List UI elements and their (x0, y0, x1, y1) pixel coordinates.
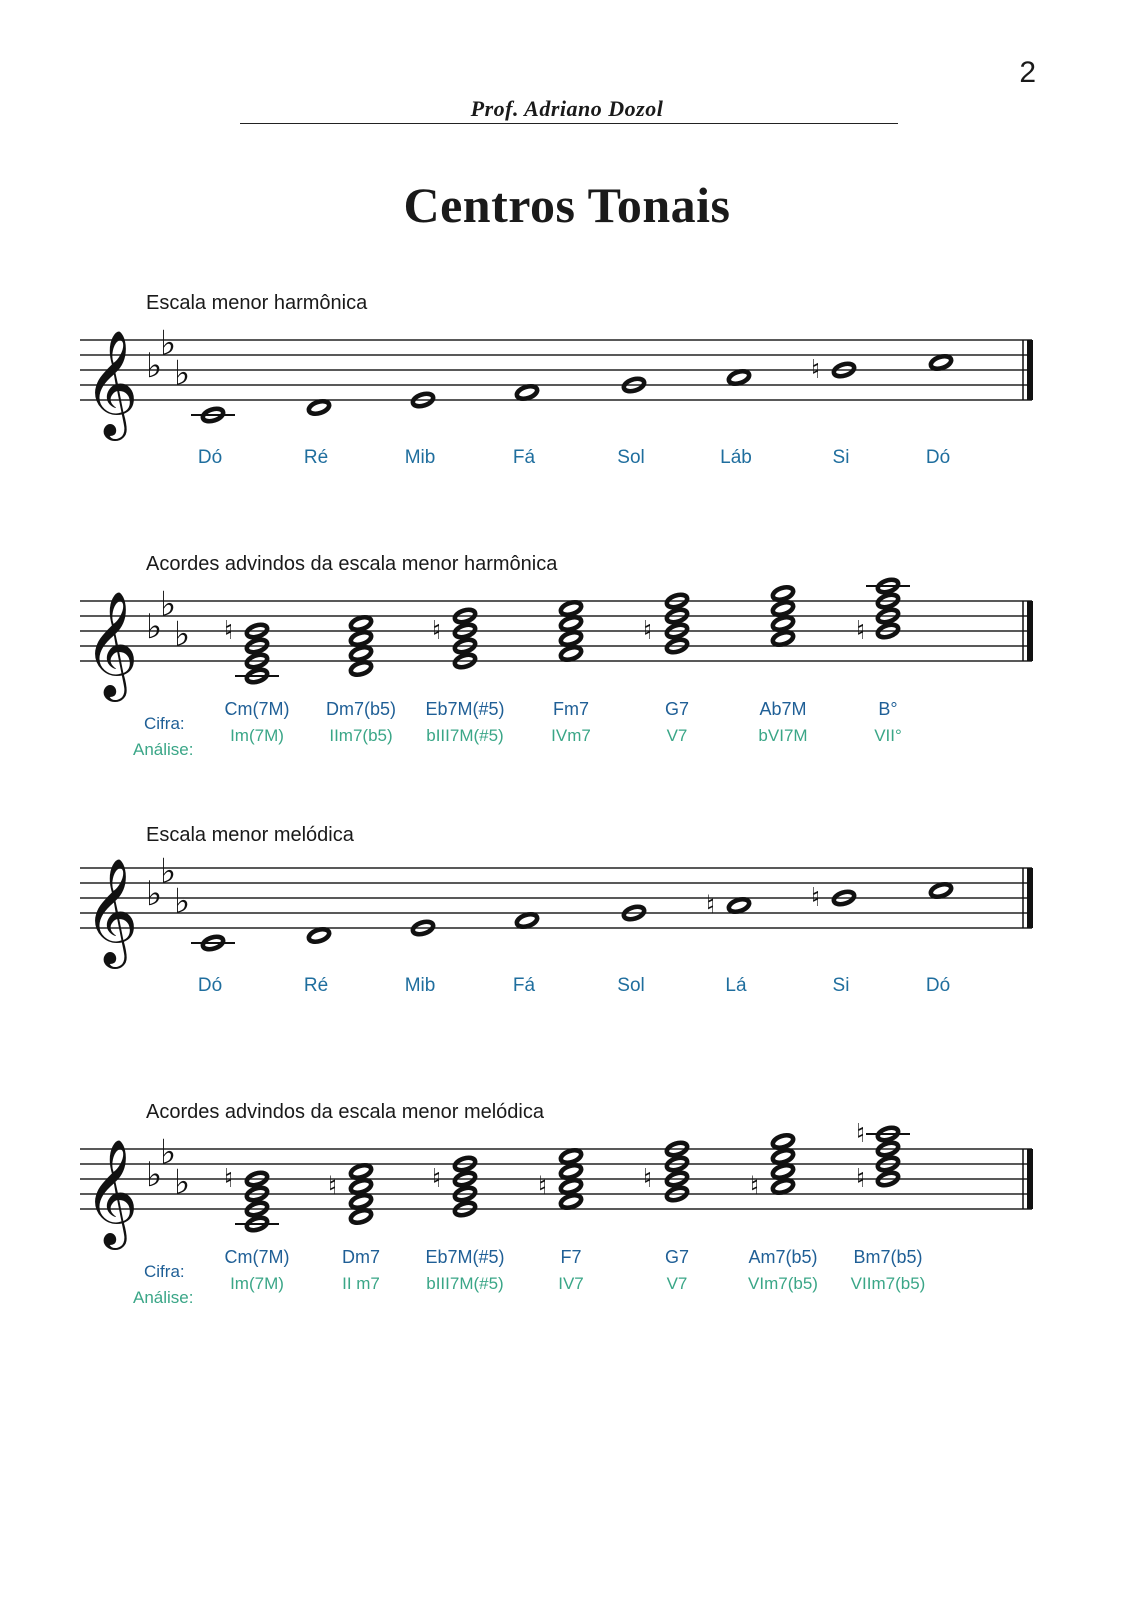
roman-analysis: V7 (666, 726, 688, 745)
treble-clef-icon: 𝄞 (84, 590, 139, 697)
note-name: Fá (512, 975, 536, 996)
chord-symbol: Eb7M(#5) (425, 699, 505, 719)
whole-note-icon (771, 1133, 794, 1150)
chord-symbol: B° (878, 699, 898, 719)
flat-icon: ♭ (174, 1162, 191, 1203)
analise-label-melodic: Análise: (133, 1288, 194, 1307)
chord-symbol: Cm(7M) (224, 1247, 290, 1267)
section-label-harmonic-scale: Escala menor harmônica (146, 292, 368, 314)
roman-analysis: bVI7M (758, 726, 808, 745)
roman-analysis: IV7 (558, 1274, 584, 1293)
note-name: Mib (404, 447, 436, 468)
note-name: Lá (725, 975, 747, 996)
final-barline-thick (1027, 1149, 1033, 1209)
treble-clef-icon: 𝄞 (84, 857, 139, 964)
whole-note-icon (771, 1148, 794, 1165)
flat-icon: ♭ (146, 874, 163, 914)
roman-analysis: bIII7M(#5) (426, 1274, 504, 1293)
note-name: Sol (617, 975, 645, 996)
cifra-label-harmonic: Cifra: (144, 714, 185, 733)
note-name: Ré (303, 975, 329, 996)
author-signature: Prof. Adriano Dozol (470, 96, 664, 121)
flat-icon: ♭ (160, 1132, 177, 1173)
natural-icon: ♮ (224, 616, 234, 646)
roman-analysis: IIm7(b5) (329, 726, 393, 745)
natural-icon: ♮ (224, 1164, 234, 1194)
roman-analysis: VII° (874, 726, 902, 745)
flat-icon: ♭ (174, 353, 191, 394)
chord-symbol: Fm7 (553, 699, 589, 719)
natural-icon: ♮ (750, 1171, 760, 1202)
whole-note-icon (559, 1193, 582, 1210)
chord-symbol: Dm7(b5) (325, 699, 396, 719)
flat-icon: ♭ (146, 607, 163, 647)
flat-icon: ♭ (160, 851, 177, 892)
natural-icon: ♮ (856, 1119, 866, 1149)
whole-note-icon (771, 1163, 794, 1180)
roman-analysis: IVm7 (551, 726, 591, 745)
section-label-melodic-chords: Acordes advindos da escala menor melódica (146, 1101, 544, 1123)
natural-icon: ♮ (643, 1164, 653, 1194)
flat-icon: ♭ (146, 1155, 163, 1195)
flat-icon: ♭ (146, 346, 163, 386)
flat-icon: ♭ (174, 881, 191, 922)
treble-clef-icon: 𝄞 (84, 1138, 139, 1245)
whole-note-icon (349, 1163, 372, 1180)
whole-note-icon (559, 1163, 582, 1180)
chord-symbol: Dm7 (341, 1247, 380, 1267)
whole-note-icon (559, 1148, 582, 1165)
natural-icon: ♮ (811, 883, 821, 913)
roman-analysis: II m7 (342, 1274, 380, 1293)
flat-icon: ♭ (160, 584, 177, 625)
flat-icon: ♭ (174, 614, 191, 655)
note-name: Dó (925, 975, 951, 996)
note-name: Dó (197, 975, 223, 996)
page-title: Centros Tonais (403, 177, 731, 233)
cifra-label-melodic: Cifra: (144, 1262, 185, 1281)
chord-symbol: Ab7M (759, 699, 807, 719)
chord-symbol: Am7(b5) (748, 1247, 818, 1267)
section-label-melodic-scale: Escala menor melódica (146, 824, 354, 846)
natural-icon: ♮ (432, 616, 442, 646)
natural-icon: ♮ (643, 616, 653, 646)
note-name: Láb (720, 447, 752, 468)
whole-note-icon (349, 1193, 372, 1210)
natural-icon: ♮ (328, 1171, 338, 1202)
roman-analysis: Im(7M) (230, 726, 284, 745)
natural-icon: ♮ (856, 1164, 866, 1194)
note-name: Dó (925, 447, 951, 468)
note-name: Sol (617, 447, 645, 468)
note-name: Mib (404, 975, 436, 996)
whole-note-icon (349, 1208, 372, 1225)
roman-analysis: VIm7(b5) (748, 1274, 818, 1293)
roman-analysis: VIIm7(b5) (850, 1274, 926, 1293)
chord-symbol: G7 (664, 1247, 689, 1267)
natural-icon: ♮ (432, 1164, 442, 1194)
natural-icon: ♮ (811, 355, 821, 385)
flat-icon: ♭ (160, 323, 177, 364)
whole-note-icon (349, 1178, 372, 1195)
note-name: Ré (303, 447, 329, 468)
note-name: Fá (512, 447, 536, 468)
treble-clef-icon: 𝄞 (84, 329, 139, 436)
whole-note-icon (559, 1178, 582, 1195)
whole-note-icon (771, 1178, 794, 1195)
roman-analysis: V7 (666, 1274, 688, 1293)
natural-icon: ♮ (706, 890, 716, 921)
roman-analysis: Im(7M) (230, 1274, 284, 1293)
chord-symbol: G7 (664, 699, 689, 719)
chord-symbol: Bm7(b5) (853, 1247, 923, 1267)
analise-label-harmonic: Análise: (133, 740, 194, 759)
section-label-harmonic-chords: Acordes advindos da escala menor harmônica (146, 553, 558, 575)
natural-icon: ♮ (856, 616, 866, 646)
natural-icon: ♮ (538, 1171, 548, 1202)
chord-symbol: Eb7M(#5) (425, 1247, 505, 1267)
chord-symbol: Cm(7M) (224, 699, 290, 719)
chord-symbol: F7 (560, 1247, 582, 1267)
page-number: 2 (1019, 56, 1036, 89)
note-name: Dó (197, 447, 223, 468)
note-name: Si (832, 975, 850, 996)
note-name: Si (832, 447, 850, 468)
roman-analysis: bIII7M(#5) (426, 726, 504, 745)
